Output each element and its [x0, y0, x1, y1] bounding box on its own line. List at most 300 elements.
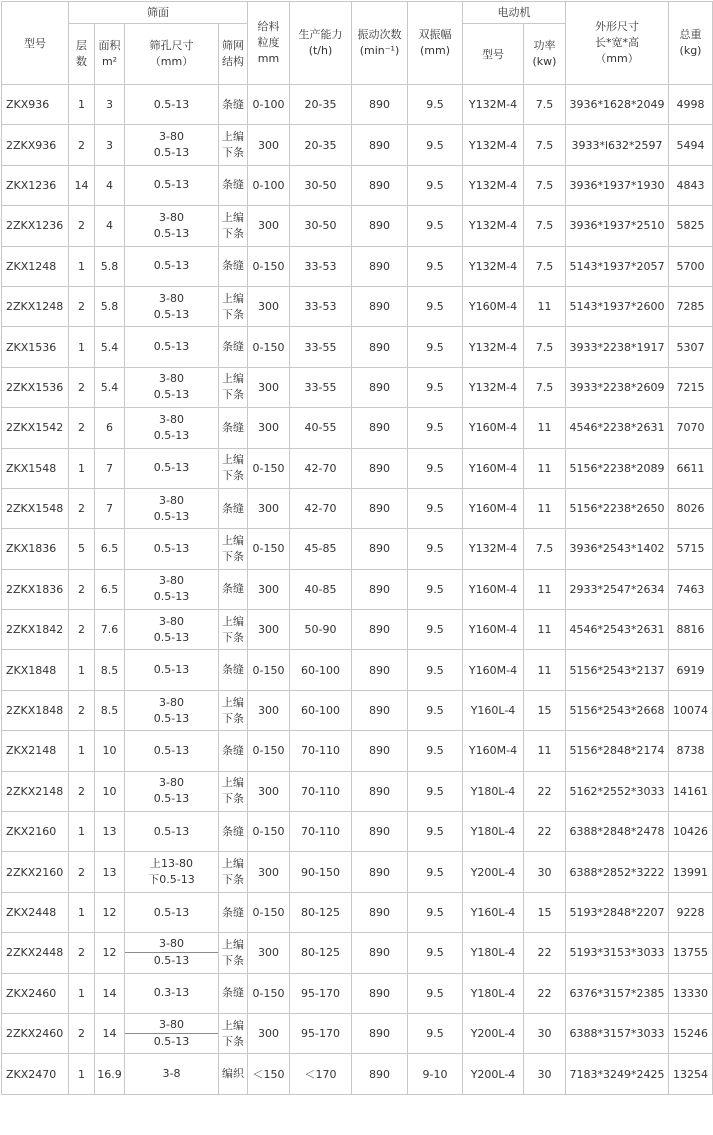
cell-aperture [125, 690, 219, 730]
header-line: 筛网 [222, 39, 244, 52]
cell-model: ZKX1548 [2, 448, 69, 488]
cell-motor-power: 22 [524, 933, 566, 973]
cell-mesh-structure-lines [219, 581, 247, 597]
cell-double-amplitude: 9.5 [408, 529, 463, 569]
cell-mesh-structure-line: 上编 [222, 1018, 244, 1032]
cell-weight: 15246 [669, 1013, 713, 1053]
cell-vibration-freq: 890 [352, 448, 408, 488]
cell-mesh-structure-line: 条缝 [222, 743, 244, 757]
cell-motor-power: 11 [524, 650, 566, 690]
cell-model: 2ZKX1236 [2, 206, 69, 246]
cell-weight: 5825 [669, 206, 713, 246]
cell-feed-size: ＜150 [248, 1054, 290, 1094]
cell-motor-model: Y132M-4 [463, 165, 524, 205]
header-dimensions [566, 2, 669, 85]
cell-aperture-lines [125, 339, 218, 355]
cell-aperture-lines [125, 936, 218, 969]
cell-model: ZKX2160 [2, 812, 69, 852]
header-line: (mm) [419, 44, 450, 57]
cell-aperture-lines [125, 775, 218, 807]
cell-weight: 13991 [669, 852, 713, 892]
cell-aperture-lines [125, 541, 218, 557]
cell-weight: 5715 [669, 529, 713, 569]
cell-mesh-structure-line: 下条 [222, 630, 244, 644]
cell-aperture-lines [125, 493, 218, 525]
cell-feed-size: 0-100 [248, 85, 290, 125]
cell-motor-model: Y160M-4 [463, 488, 524, 528]
cell-capacity: 95-170 [290, 1013, 352, 1053]
cell-mesh-structure [219, 973, 248, 1013]
cell-mesh-structure-line: 上编 [222, 453, 244, 467]
table-row [2, 125, 713, 165]
cell-motor-power: 30 [524, 1013, 566, 1053]
cell-layers: 1 [69, 448, 95, 488]
cell-area: 5.4 [95, 367, 125, 407]
cell-mesh-structure-lines [219, 662, 247, 678]
cell-motor-power: 30 [524, 1054, 566, 1094]
header-aperture [125, 24, 219, 85]
cell-aperture-line: 3-80 [159, 1018, 184, 1032]
cell-mesh-structure-line: 上编 [222, 937, 244, 951]
cell-mesh-structure [219, 85, 248, 125]
cell-area: 6.5 [95, 569, 125, 609]
table-row [2, 933, 713, 973]
cell-aperture-line: 3-80 [159, 210, 184, 224]
table-row [2, 812, 713, 852]
cell-weight: 5700 [669, 246, 713, 286]
cell-mesh-structure-lines [219, 97, 247, 113]
table-body [2, 85, 713, 1095]
cell-aperture-line: 3-80 [159, 291, 184, 305]
cell-dimensions: 7183*3249*2425 [566, 1054, 669, 1094]
table-row [2, 731, 713, 771]
cell-vibration-freq: 890 [352, 1013, 408, 1053]
table-row [2, 246, 713, 286]
cell-aperture [125, 852, 219, 892]
cell-vibration-freq: 890 [352, 408, 408, 448]
cell-weight: 8026 [669, 488, 713, 528]
header-line: (min⁻¹) [359, 44, 400, 57]
table-row [2, 973, 713, 1013]
cell-feed-size: 300 [248, 488, 290, 528]
cell-layers: 14 [69, 165, 95, 205]
cell-mesh-structure-line: 条缝 [222, 905, 244, 919]
cell-weight: 7285 [669, 286, 713, 326]
cell-motor-model: Y132M-4 [463, 246, 524, 286]
cell-aperture [125, 246, 219, 286]
cell-double-amplitude: 9.5 [408, 690, 463, 730]
header-line: 面积 [98, 39, 121, 52]
cell-layers: 1 [69, 1054, 95, 1094]
cell-capacity: 70-110 [290, 771, 352, 811]
cell-aperture [125, 165, 219, 205]
cell-dimensions: 6376*3157*2385 [566, 973, 669, 1013]
cell-mesh-structure [219, 610, 248, 650]
cell-capacity: 33-53 [290, 286, 352, 326]
header-line: (kg) [679, 44, 702, 57]
cell-double-amplitude: 9.5 [408, 812, 463, 852]
cell-feed-size: 0-150 [248, 529, 290, 569]
cell-model: ZKX1236 [2, 165, 69, 205]
cell-motor-model: Y180L-4 [463, 973, 524, 1013]
cell-aperture-line: 3-80 [159, 372, 184, 386]
cell-motor-power: 22 [524, 973, 566, 1013]
cell-aperture-lines [125, 129, 218, 161]
cell-motor-power: 7.5 [524, 206, 566, 246]
cell-aperture-line: 0.3-13 [153, 986, 190, 1000]
cell-mesh-structure-lines [219, 775, 247, 807]
cell-model: ZKX1536 [2, 327, 69, 367]
cell-layers: 2 [69, 690, 95, 730]
cell-capacity: 33-53 [290, 246, 352, 286]
cell-aperture-line: 0.5-13 [153, 541, 190, 555]
cell-capacity: 33-55 [290, 367, 352, 407]
cell-mesh-structure-line: 下条 [222, 388, 244, 402]
header-motor-model: 型号 [463, 24, 524, 85]
table-header [2, 2, 713, 85]
cell-weight: 6919 [669, 650, 713, 690]
cell-mesh-structure-lines [219, 291, 247, 323]
cell-mesh-structure [219, 125, 248, 165]
cell-layers: 5 [69, 529, 95, 569]
cell-layers: 1 [69, 892, 95, 932]
cell-mesh-structure-line: 下条 [222, 873, 244, 887]
table-row [2, 892, 713, 932]
cell-mesh-structure [219, 488, 248, 528]
cell-mesh-structure-line: 上编 [222, 614, 244, 628]
cell-mesh-structure-lines [219, 905, 247, 921]
cell-model: 2ZKX2160 [2, 852, 69, 892]
cell-double-amplitude: 9.5 [408, 852, 463, 892]
cell-area: 3 [95, 125, 125, 165]
cell-area: 5.4 [95, 327, 125, 367]
cell-feed-size: 300 [248, 569, 290, 609]
cell-model: 2ZKX1542 [2, 408, 69, 448]
cell-mesh-structure-lines [219, 420, 247, 436]
header-line: 总重 [679, 28, 702, 41]
cell-capacity: 70-110 [290, 812, 352, 852]
cell-layers: 1 [69, 246, 95, 286]
cell-aperture [125, 367, 219, 407]
cell-aperture-line: 下0.5-13 [148, 873, 195, 887]
cell-area: 14 [95, 973, 125, 1013]
cell-mesh-structure [219, 206, 248, 246]
cell-feed-size: 0-150 [248, 892, 290, 932]
cell-mesh-structure [219, 892, 248, 932]
cell-aperture-lines [125, 210, 218, 242]
cell-motor-model: Y160M-4 [463, 650, 524, 690]
cell-double-amplitude: 9.5 [408, 488, 463, 528]
cell-capacity: 60-100 [290, 650, 352, 690]
cell-model: ZKX1836 [2, 529, 69, 569]
cell-weight: 7215 [669, 367, 713, 407]
cell-area: 4 [95, 165, 125, 205]
cell-capacity: 42-70 [290, 448, 352, 488]
header-line: 层 [76, 39, 87, 52]
cell-mesh-structure-line: 上编 [222, 372, 244, 386]
cell-feed-size: 300 [248, 852, 290, 892]
table-row [2, 569, 713, 609]
cell-layers: 2 [69, 1013, 95, 1053]
cell-weight: 5494 [669, 125, 713, 165]
cell-capacity: 60-100 [290, 690, 352, 730]
cell-motor-power: 7.5 [524, 125, 566, 165]
cell-dimensions: 4546*2238*2631 [566, 408, 669, 448]
cell-mesh-structure [219, 569, 248, 609]
cell-feed-size: 0-150 [248, 327, 290, 367]
table-row [2, 85, 713, 125]
cell-motor-model: Y132M-4 [463, 367, 524, 407]
header-motor-power-text [524, 38, 565, 70]
table-row [2, 286, 713, 326]
cell-dimensions: 4546*2543*2631 [566, 610, 669, 650]
table-row [2, 690, 713, 730]
cell-feed-size: 300 [248, 408, 290, 448]
table-row [2, 852, 713, 892]
cell-feed-size: 300 [248, 206, 290, 246]
cell-model: 2ZKX2148 [2, 771, 69, 811]
cell-mesh-structure-line: 条缝 [222, 986, 244, 1000]
header-double-amplitude [408, 2, 463, 85]
cell-aperture-line: 0.5-13 [153, 663, 190, 677]
cell-aperture-line: 3-80 [159, 695, 184, 709]
cell-aperture-line: 0.5-13 [125, 952, 218, 969]
header-line: 结构 [222, 55, 244, 68]
header-double-amplitude-text [408, 27, 462, 59]
header-motor-power [524, 24, 566, 85]
cell-double-amplitude: 9-10 [408, 1054, 463, 1094]
cell-motor-model: Y160M-4 [463, 408, 524, 448]
cell-motor-power: 7.5 [524, 165, 566, 205]
cell-dimensions: 5156*2848*2174 [566, 731, 669, 771]
cell-model: 2ZKX2448 [2, 933, 69, 973]
header-line: （mm） [595, 52, 639, 65]
cell-vibration-freq: 890 [352, 529, 408, 569]
cell-vibration-freq: 890 [352, 286, 408, 326]
cell-dimensions: 3933*l632*2597 [566, 125, 669, 165]
cell-mesh-structure-line: 条缝 [222, 501, 244, 515]
cell-feed-size: 0-150 [248, 448, 290, 488]
cell-aperture [125, 125, 219, 165]
cell-aperture [125, 973, 219, 1013]
cell-aperture-lines [125, 97, 218, 113]
cell-layers: 2 [69, 771, 95, 811]
cell-aperture-lines [125, 177, 218, 193]
cell-area: 8.5 [95, 650, 125, 690]
cell-aperture-line: 0.5-13 [153, 711, 190, 725]
header-area [95, 24, 125, 85]
cell-vibration-freq: 890 [352, 771, 408, 811]
cell-vibration-freq: 890 [352, 933, 408, 973]
cell-mesh-structure-lines [219, 210, 247, 242]
cell-vibration-freq: 890 [352, 650, 408, 690]
header-capacity-text [290, 27, 351, 59]
cell-motor-power: 7.5 [524, 529, 566, 569]
header-feed-size [248, 2, 290, 85]
header-dimensions-text [566, 19, 668, 67]
cell-area: 5.8 [95, 286, 125, 326]
cell-vibration-freq: 890 [352, 892, 408, 932]
cell-motor-model: Y180L-4 [463, 933, 524, 973]
cell-mesh-structure-line: 下条 [222, 953, 244, 967]
cell-mesh-structure-line: 下条 [222, 792, 244, 806]
cell-aperture-line: 0.5-13 [125, 1033, 218, 1050]
cell-area: 16.9 [95, 1054, 125, 1094]
cell-dimensions: 5143*1937*2600 [566, 286, 669, 326]
table-row [2, 408, 713, 448]
cell-aperture [125, 529, 219, 569]
cell-mesh-structure-lines [219, 856, 247, 888]
cell-mesh-structure-line: 下条 [222, 146, 244, 160]
cell-capacity: 80-125 [290, 892, 352, 932]
cell-model: 2ZKX2460 [2, 1013, 69, 1053]
cell-feed-size: 0-150 [248, 973, 290, 1013]
cell-dimensions: 6388*3157*3033 [566, 1013, 669, 1053]
cell-motor-power: 15 [524, 690, 566, 730]
cell-double-amplitude: 9.5 [408, 206, 463, 246]
cell-layers: 1 [69, 85, 95, 125]
cell-motor-model: Y160M-4 [463, 569, 524, 609]
cell-motor-model: Y132M-4 [463, 327, 524, 367]
cell-dimensions: 5193*2848*2207 [566, 892, 669, 932]
cell-vibration-freq: 890 [352, 690, 408, 730]
cell-weight: 7463 [669, 569, 713, 609]
table-row [2, 1054, 713, 1094]
cell-motor-model: Y180L-4 [463, 812, 524, 852]
cell-model: ZKX1848 [2, 650, 69, 690]
cell-double-amplitude: 9.5 [408, 933, 463, 973]
cell-aperture-line: 3-80 [159, 412, 184, 426]
cell-dimensions: 3936*2543*1402 [566, 529, 669, 569]
cell-motor-model: Y132M-4 [463, 206, 524, 246]
cell-feed-size: 0-150 [248, 246, 290, 286]
cell-aperture-line: 0.5-13 [153, 905, 190, 919]
cell-dimensions: 3936*1628*2049 [566, 85, 669, 125]
cell-model: 2ZKX1836 [2, 569, 69, 609]
cell-mesh-structure-line: 上编 [222, 695, 244, 709]
cell-mesh-structure-line: 条缝 [222, 663, 244, 677]
cell-aperture-lines [125, 573, 218, 605]
cell-aperture-line: 0.5-13 [153, 590, 190, 604]
cell-aperture-line: 0.5-13 [153, 388, 190, 402]
cell-aperture-lines [125, 856, 218, 888]
cell-aperture [125, 892, 219, 932]
cell-aperture-line: 0.5-13 [153, 792, 190, 806]
cell-aperture [125, 1054, 219, 1094]
cell-area: 14 [95, 1013, 125, 1053]
cell-area: 5.8 [95, 246, 125, 286]
cell-mesh-structure-line: 条缝 [222, 420, 244, 434]
cell-aperture [125, 569, 219, 609]
cell-mesh-structure-line: 编织 [222, 1067, 244, 1081]
cell-mesh-structure-line: 上编 [222, 130, 244, 144]
cell-aperture-line: 3-8 [162, 1067, 181, 1081]
header-vibration-freq-text [352, 27, 407, 59]
cell-dimensions: 5156*2543*2668 [566, 690, 669, 730]
cell-area: 7 [95, 448, 125, 488]
cell-mesh-structure [219, 852, 248, 892]
cell-aperture [125, 610, 219, 650]
cell-dimensions: 6388*2848*2478 [566, 812, 669, 852]
cell-vibration-freq: 890 [352, 812, 408, 852]
table-row [2, 650, 713, 690]
cell-mesh-structure [219, 448, 248, 488]
header-screen-group: 筛面 [69, 2, 248, 24]
cell-motor-power: 7.5 [524, 327, 566, 367]
cell-dimensions: 5156*2238*2089 [566, 448, 669, 488]
cell-aperture-line: 0.5-13 [153, 340, 190, 354]
cell-vibration-freq: 890 [352, 246, 408, 286]
cell-motor-power: 22 [524, 771, 566, 811]
cell-model: ZKX2448 [2, 892, 69, 932]
cell-weight: 4843 [669, 165, 713, 205]
cell-motor-model: Y200L-4 [463, 1013, 524, 1053]
cell-mesh-structure [219, 690, 248, 730]
cell-aperture [125, 650, 219, 690]
cell-mesh-structure-lines [219, 824, 247, 840]
cell-area: 6.5 [95, 529, 125, 569]
cell-mesh-structure-lines [219, 985, 247, 1001]
cell-mesh-structure-lines [219, 695, 247, 727]
cell-dimensions: 6388*2852*3222 [566, 852, 669, 892]
header-line: （mm） [149, 55, 194, 68]
cell-vibration-freq: 890 [352, 488, 408, 528]
cell-mesh-structure-line: 上编 [222, 291, 244, 305]
cell-aperture [125, 85, 219, 125]
cell-capacity: 50-90 [290, 610, 352, 650]
cell-mesh-structure-lines [219, 937, 247, 969]
cell-mesh-structure-line: 下条 [222, 1034, 244, 1048]
cell-double-amplitude: 9.5 [408, 85, 463, 125]
cell-double-amplitude: 9.5 [408, 408, 463, 448]
cell-aperture-line: 0.5-13 [153, 743, 190, 757]
cell-aperture-lines [125, 985, 218, 1001]
table-row [2, 771, 713, 811]
header-line: m² [101, 55, 118, 68]
cell-aperture-line: 0.5-13 [153, 630, 190, 644]
cell-mesh-structure-line: 下条 [222, 549, 244, 563]
cell-layers: 2 [69, 933, 95, 973]
cell-mesh-structure [219, 1054, 248, 1094]
cell-area: 13 [95, 812, 125, 852]
cell-aperture-lines [125, 1017, 218, 1050]
cell-model: ZKX2470 [2, 1054, 69, 1094]
cell-capacity: 42-70 [290, 488, 352, 528]
cell-aperture-lines [125, 291, 218, 323]
cell-motor-power: 7.5 [524, 246, 566, 286]
header-layers-text [69, 38, 94, 70]
table-row [2, 610, 713, 650]
cell-aperture-lines [125, 412, 218, 444]
cell-mesh-structure [219, 408, 248, 448]
cell-feed-size: 300 [248, 286, 290, 326]
cell-capacity: 20-35 [290, 125, 352, 165]
cell-layers: 2 [69, 206, 95, 246]
cell-layers: 1 [69, 731, 95, 771]
cell-aperture-line: 0.5-13 [153, 307, 190, 321]
header-line: (kw) [532, 55, 557, 68]
cell-motor-model: Y180L-4 [463, 771, 524, 811]
cell-feed-size: 0-150 [248, 731, 290, 771]
cell-mesh-structure-line: 下条 [222, 469, 244, 483]
cell-area: 4 [95, 206, 125, 246]
cell-aperture [125, 206, 219, 246]
cell-feed-size: 300 [248, 367, 290, 407]
cell-weight: 4998 [669, 85, 713, 125]
cell-model: ZKX936 [2, 85, 69, 125]
header-capacity [290, 2, 352, 85]
cell-feed-size: 300 [248, 125, 290, 165]
